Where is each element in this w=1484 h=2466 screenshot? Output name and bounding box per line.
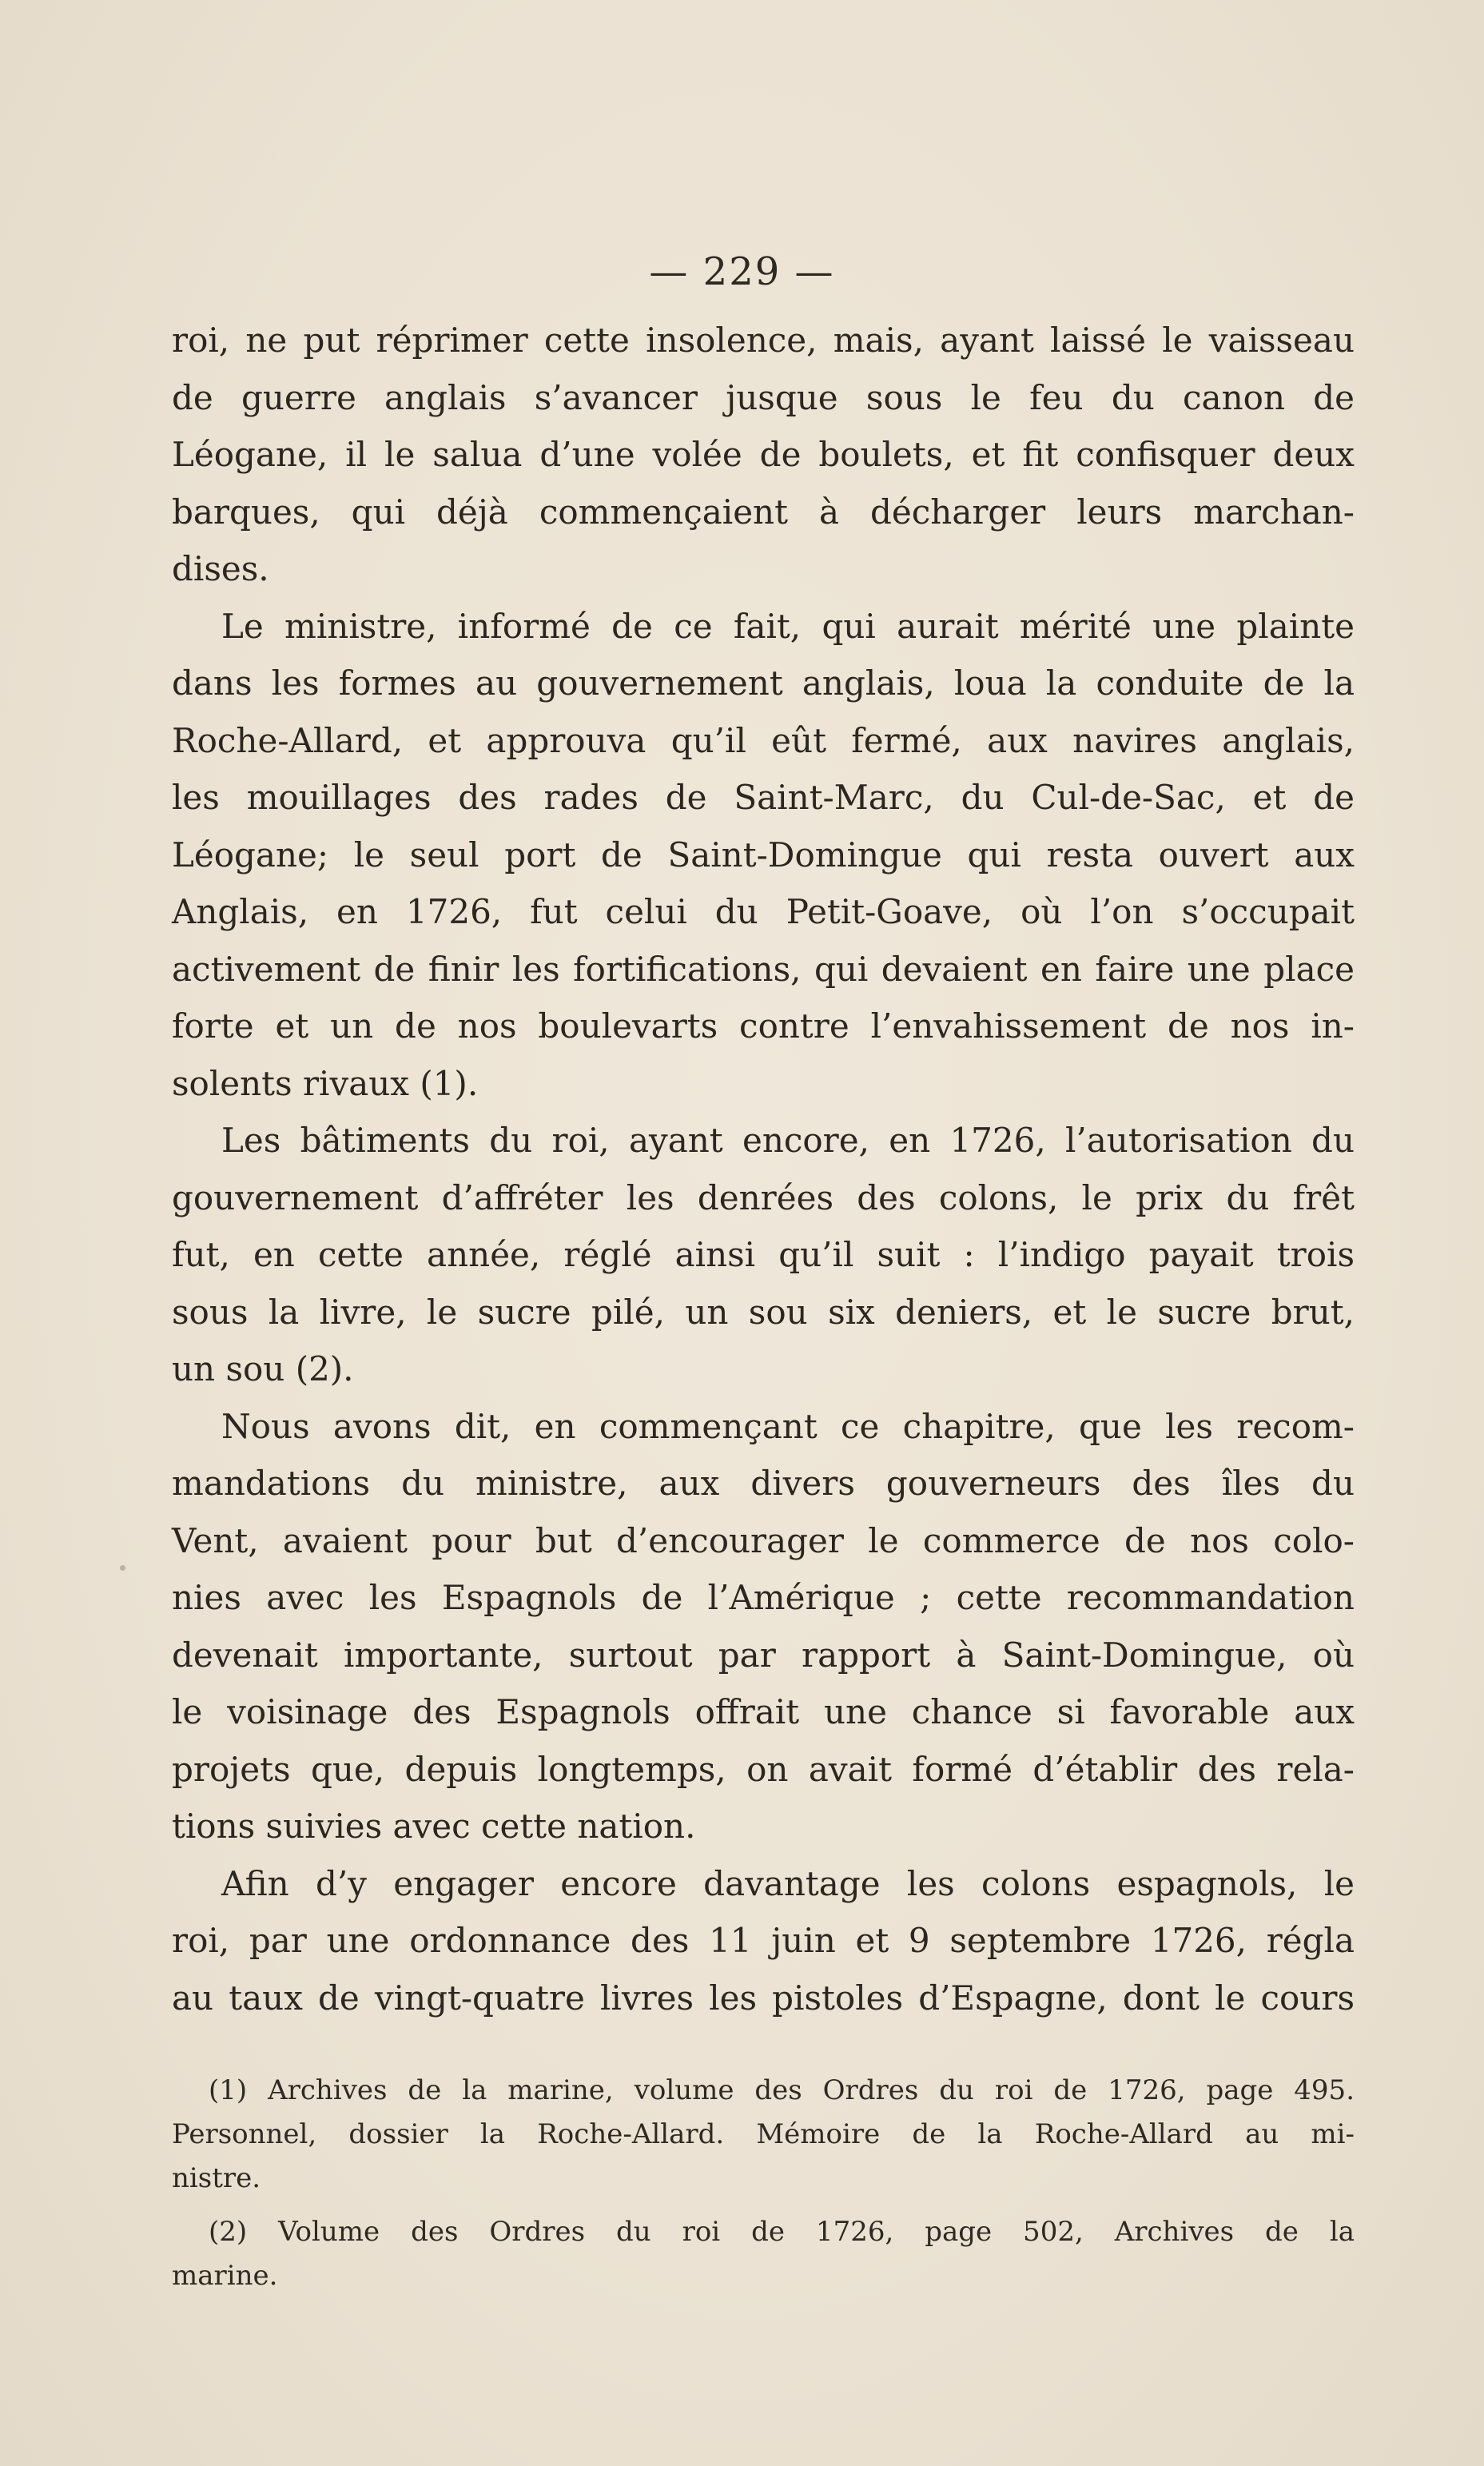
text-line: fut, en cette année, réglé ainsi qu’il suit : l’indigo payait trois (172, 1235, 1355, 1274)
text-line: devenait importante, surtout par rapport à Saint-Domingue, où (172, 1635, 1355, 1675)
text-line: Anglais, en 1726, fut celui du Petit-Goave, où l’on s’occupait (172, 892, 1355, 931)
footnote-line: (1) Archives de la marine, volume des Ordres du roi de 1726, page 495. (209, 2074, 1355, 2106)
text-line: projets que, depuis longtemps, on avait formé d’établir des rela- (172, 1749, 1355, 1789)
text-line: dans les formes au gouvernement anglais, loua la conduite de la (172, 663, 1355, 703)
text-line: au taux de vingt-quatre livres les pistoles d’Espagne, dont le cours (172, 1978, 1355, 2018)
text-line: Nous avons dit, en commençant ce chapitre, que les recom- (221, 1406, 1355, 1446)
footnote-line: marine. (172, 2260, 278, 2292)
text-line: Léogane, il le salua d’une volée de boulets, et fit confisquer deux (172, 435, 1355, 474)
text-line: les mouillages des rades de Saint-Marc, du Cul-de-Sac, et de (172, 778, 1355, 817)
footnote-line: (2) Volume des Ordres du roi de 1726, page 502, Archives de la (209, 2216, 1355, 2248)
text-line: Les bâtiments du roi, ayant encore, en 1726, l’autorisation du (221, 1121, 1355, 1160)
text-line: gouvernement d’affréter les denrées des colons, le prix du frêt (172, 1177, 1355, 1217)
text-line: activement de finir les fortifications, qui devaient en faire une place (172, 949, 1355, 989)
text-line: solents rivaux (1). (172, 1063, 479, 1103)
text-line: tions suivies avec cette nation. (172, 1807, 696, 1846)
footnote-gap (172, 2201, 1355, 2210)
text-line: sous la livre, le sucre pilé, un sou six deniers, et le sucre brut, (172, 1292, 1355, 1332)
text-line: nies avec les Espagnols de l’Amérique ; cette recommandation (172, 1578, 1355, 1617)
text-line: barques, qui déjà commençaient à décharger leurs marchan- (172, 492, 1355, 532)
text-line: roi, par une ordonnance des 11 juin et 9 septembre 1726, régla (172, 1921, 1355, 1960)
body-text (172, 312, 1355, 2026)
footnotes (172, 2069, 1355, 2298)
text-line: Léogane; le seul port de Saint-Domingue qui resta ouvert aux (172, 835, 1355, 874)
text-line: Afin d’y engager encore davantage les colons espagnols, le (221, 1863, 1355, 1903)
footnote-line: nistre. (172, 2162, 261, 2194)
text-line: un sou (2). (172, 1349, 354, 1388)
text-line: le voisinage des Espagnols offrait une chance si favorable aux (172, 1692, 1355, 1731)
text-line: roi, ne put réprimer cette insolence, mais, ayant laissé le vaisseau (172, 321, 1355, 360)
text-line: Le ministre, informé de ce fait, qui aurait mérité une plainte (221, 606, 1355, 646)
text-line: dises. (172, 549, 269, 588)
footnote-line: Personnel, dossier la Roche-Allard. Mémoire de la Roche-Allard au mi- (172, 2118, 1355, 2150)
text-line: de guerre anglais s’avancer jusque sous le feu du canon de (172, 377, 1355, 417)
page-number: — 229 — (649, 249, 835, 294)
text-line: mandations du ministre, aux divers gouverneurs des îles du (172, 1464, 1355, 1503)
text-line: forte et un de nos boulevarts contre l’envahissement de nos in- (172, 1006, 1355, 1046)
text-line: Vent, avaient pour but d’encourager le commerce de nos colo- (172, 1520, 1355, 1560)
paper-stain (120, 1565, 125, 1571)
text-line: Roche-Allard, et approuva qu’il eût fermé, aux navires anglais, (172, 720, 1355, 760)
